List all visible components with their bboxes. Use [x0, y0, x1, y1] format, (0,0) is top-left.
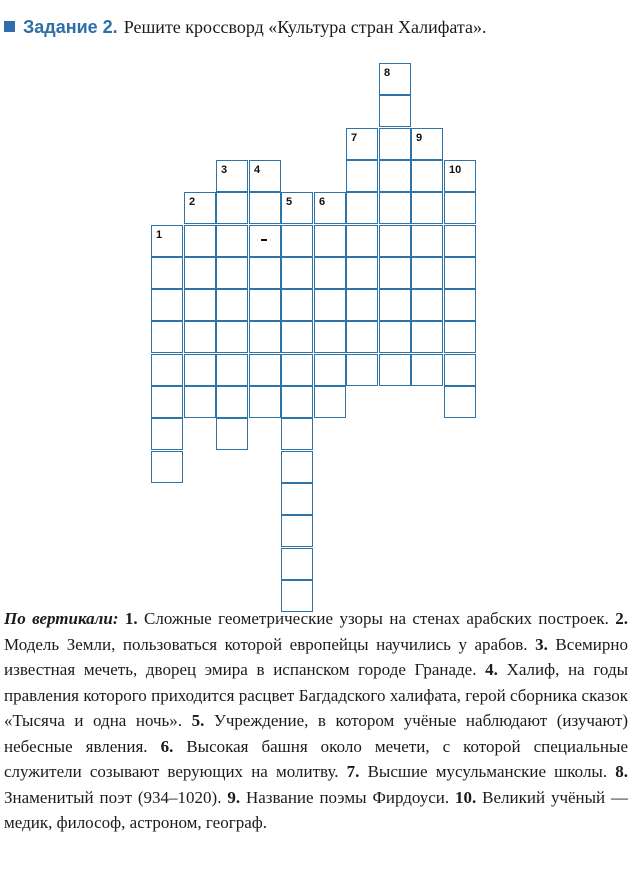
crossword-cell[interactable] — [281, 257, 313, 289]
crossword-cell[interactable] — [184, 257, 216, 289]
clue-text: Великий учёный — медик, философ, астроном, географ. — [4, 787, 629, 832]
crossword-cell[interactable] — [281, 451, 313, 483]
clues-block — [4, 606, 628, 836]
crossword-cell[interactable] — [346, 192, 378, 224]
cell-number: 5 — [286, 196, 293, 209]
clue-text: Высокая башня около мечети, с которой специальные служители созывают верующих на молитву. — [4, 736, 628, 781]
clue-text: Название поэмы Фирдоуси. — [245, 787, 450, 807]
crossword-cell[interactable] — [379, 289, 411, 321]
crossword-cell[interactable] — [411, 354, 443, 386]
crossword-cell[interactable] — [346, 160, 378, 192]
crossword-cell[interactable] — [216, 321, 248, 353]
clue-number: 4. — [485, 660, 498, 679]
crossword-cell[interactable] — [411, 192, 443, 224]
clue-number: 7. — [346, 762, 360, 781]
crossword-cell[interactable] — [346, 225, 378, 257]
crossword-cell[interactable] — [379, 160, 411, 192]
clues-heading: По вертикали: — [4, 609, 119, 628]
crossword-cell[interactable] — [346, 321, 378, 353]
crossword-cell[interactable] — [314, 192, 346, 224]
crossword-cell[interactable] — [411, 225, 443, 257]
crossword-cell[interactable] — [411, 160, 443, 192]
crossword-cell[interactable] — [379, 225, 411, 257]
crossword-cell[interactable] — [379, 95, 411, 127]
crossword-cell[interactable] — [379, 321, 411, 353]
crossword-cell[interactable] — [151, 321, 183, 353]
clue-text: Знаменитый поэт (934–1020). — [4, 787, 222, 807]
clue-number: 5. — [191, 711, 205, 730]
crossword-cell[interactable] — [281, 418, 313, 450]
clue-number: 9. — [227, 787, 241, 807]
crossword-cell[interactable] — [281, 321, 313, 353]
crossword-cell[interactable] — [314, 321, 346, 353]
crossword-cell[interactable] — [249, 192, 281, 224]
crossword-cell[interactable] — [216, 418, 248, 450]
cell-number: 3 — [221, 163, 228, 176]
clue-list — [4, 609, 628, 832]
crossword-cell[interactable] — [249, 321, 281, 353]
crossword-cell[interactable] — [379, 257, 411, 289]
clue-number: 2. — [615, 609, 628, 628]
crossword-cell[interactable] — [151, 418, 183, 450]
crossword-cell[interactable] — [411, 128, 443, 160]
clue-number: 10. — [455, 787, 477, 807]
crossword-cell[interactable] — [411, 257, 443, 289]
crossword-cell[interactable] — [379, 63, 411, 95]
crossword-cell[interactable] — [216, 225, 248, 257]
crossword-cell[interactable] — [216, 192, 248, 224]
crossword-cell[interactable] — [184, 321, 216, 353]
crossword-cell[interactable] — [444, 354, 476, 386]
crossword-cell[interactable] — [379, 354, 411, 386]
crossword-cell[interactable] — [281, 483, 313, 515]
crossword-cell[interactable] — [346, 257, 378, 289]
crossword-cell[interactable] — [281, 548, 313, 580]
crossword-cell[interactable] — [281, 225, 313, 257]
crossword-cell[interactable] — [151, 386, 183, 418]
crossword-cell[interactable] — [444, 321, 476, 353]
crossword-cell[interactable] — [379, 128, 411, 160]
cell-number: 4 — [254, 163, 261, 176]
crossword-cell[interactable] — [216, 354, 248, 386]
crossword-cell[interactable] — [249, 386, 281, 418]
crossword-cell[interactable] — [314, 354, 346, 386]
cell-number: 1 — [156, 228, 163, 241]
clue-text: Высшие мусульманские школы. — [367, 762, 608, 781]
crossword-cell[interactable] — [314, 386, 346, 418]
crossword-cell[interactable] — [444, 192, 476, 224]
crossword-cell[interactable] — [216, 386, 248, 418]
crossword-cell[interactable] — [184, 386, 216, 418]
crossword-cell[interactable] — [151, 225, 183, 257]
crossword-cell[interactable] — [444, 225, 476, 257]
crossword-cell[interactable] — [346, 289, 378, 321]
crossword-cell[interactable] — [314, 225, 346, 257]
crossword-cell[interactable] — [281, 515, 313, 547]
crossword-cell[interactable] — [216, 257, 248, 289]
cell-number: 8 — [384, 67, 391, 79]
cell-number: 10 — [449, 163, 462, 176]
crossword-cell[interactable] — [444, 257, 476, 289]
crossword-cell[interactable] — [184, 354, 216, 386]
crossword-cell[interactable] — [151, 354, 183, 386]
crossword-cell[interactable] — [444, 386, 476, 418]
crossword-cell[interactable] — [281, 289, 313, 321]
clue-text: Халиф, на годы правления которого приходится расцвет Багдадского халифата, герой сборника сказок «Тысяча и одна ночь». — [4, 660, 629, 730]
clue-text: Всемирно известная мечеть, дворец эмира в испанском городе Гранаде. — [4, 634, 628, 679]
cell-number: 9 — [416, 131, 423, 144]
task-label: Задание 2. — [23, 17, 118, 37]
crossword-cell[interactable] — [216, 289, 248, 321]
crossword-cell[interactable] — [379, 192, 411, 224]
crossword-cell[interactable] — [346, 128, 378, 160]
pen-mark — [261, 239, 267, 241]
crossword-cell[interactable] — [314, 289, 346, 321]
crossword-cell[interactable] — [314, 257, 346, 289]
crossword-cell[interactable] — [151, 257, 183, 289]
crossword-cell[interactable] — [184, 192, 216, 224]
clue-number: 1. — [124, 609, 138, 628]
cell-number: 2 — [189, 196, 196, 209]
crossword-cell[interactable] — [444, 160, 476, 192]
cell-number: 7 — [351, 131, 358, 144]
crossword-cell[interactable] — [281, 354, 313, 386]
crossword-cell[interactable] — [249, 289, 281, 321]
crossword-cell[interactable] — [346, 354, 378, 386]
crossword-cell[interactable] — [281, 386, 313, 418]
clue-text: Модель Земли, пользоваться которой европейцы научились у арабов. — [4, 634, 528, 654]
crossword-cell[interactable] — [249, 354, 281, 386]
crossword-cell[interactable] — [249, 225, 281, 257]
clue-text: Сложные геометрические узоры на стенах арабских построек. — [144, 609, 609, 628]
crossword-cell[interactable] — [444, 289, 476, 321]
crossword-cell[interactable] — [281, 192, 313, 224]
crossword-cell[interactable] — [249, 160, 281, 192]
clue-text: Учреждение, в котором учёные наблюдают (изучают) небесные явления. — [4, 711, 629, 756]
crossword-cell[interactable] — [411, 321, 443, 353]
clue-number: 8. — [615, 762, 628, 781]
crossword-cell[interactable] — [249, 257, 281, 289]
cell-number: 6 — [319, 196, 326, 209]
task-instruction: Решите кроссворд «Культура стран Халифата». — [123, 17, 487, 37]
crossword-cell[interactable] — [216, 160, 248, 192]
crossword-cell[interactable] — [151, 289, 183, 321]
crossword-cell[interactable] — [184, 225, 216, 257]
crossword-cell[interactable] — [151, 451, 183, 483]
crossword-cell[interactable] — [411, 289, 443, 321]
crossword-cell[interactable] — [184, 289, 216, 321]
clue-number: 3. — [535, 634, 548, 654]
clue-number: 6. — [160, 736, 174, 756]
